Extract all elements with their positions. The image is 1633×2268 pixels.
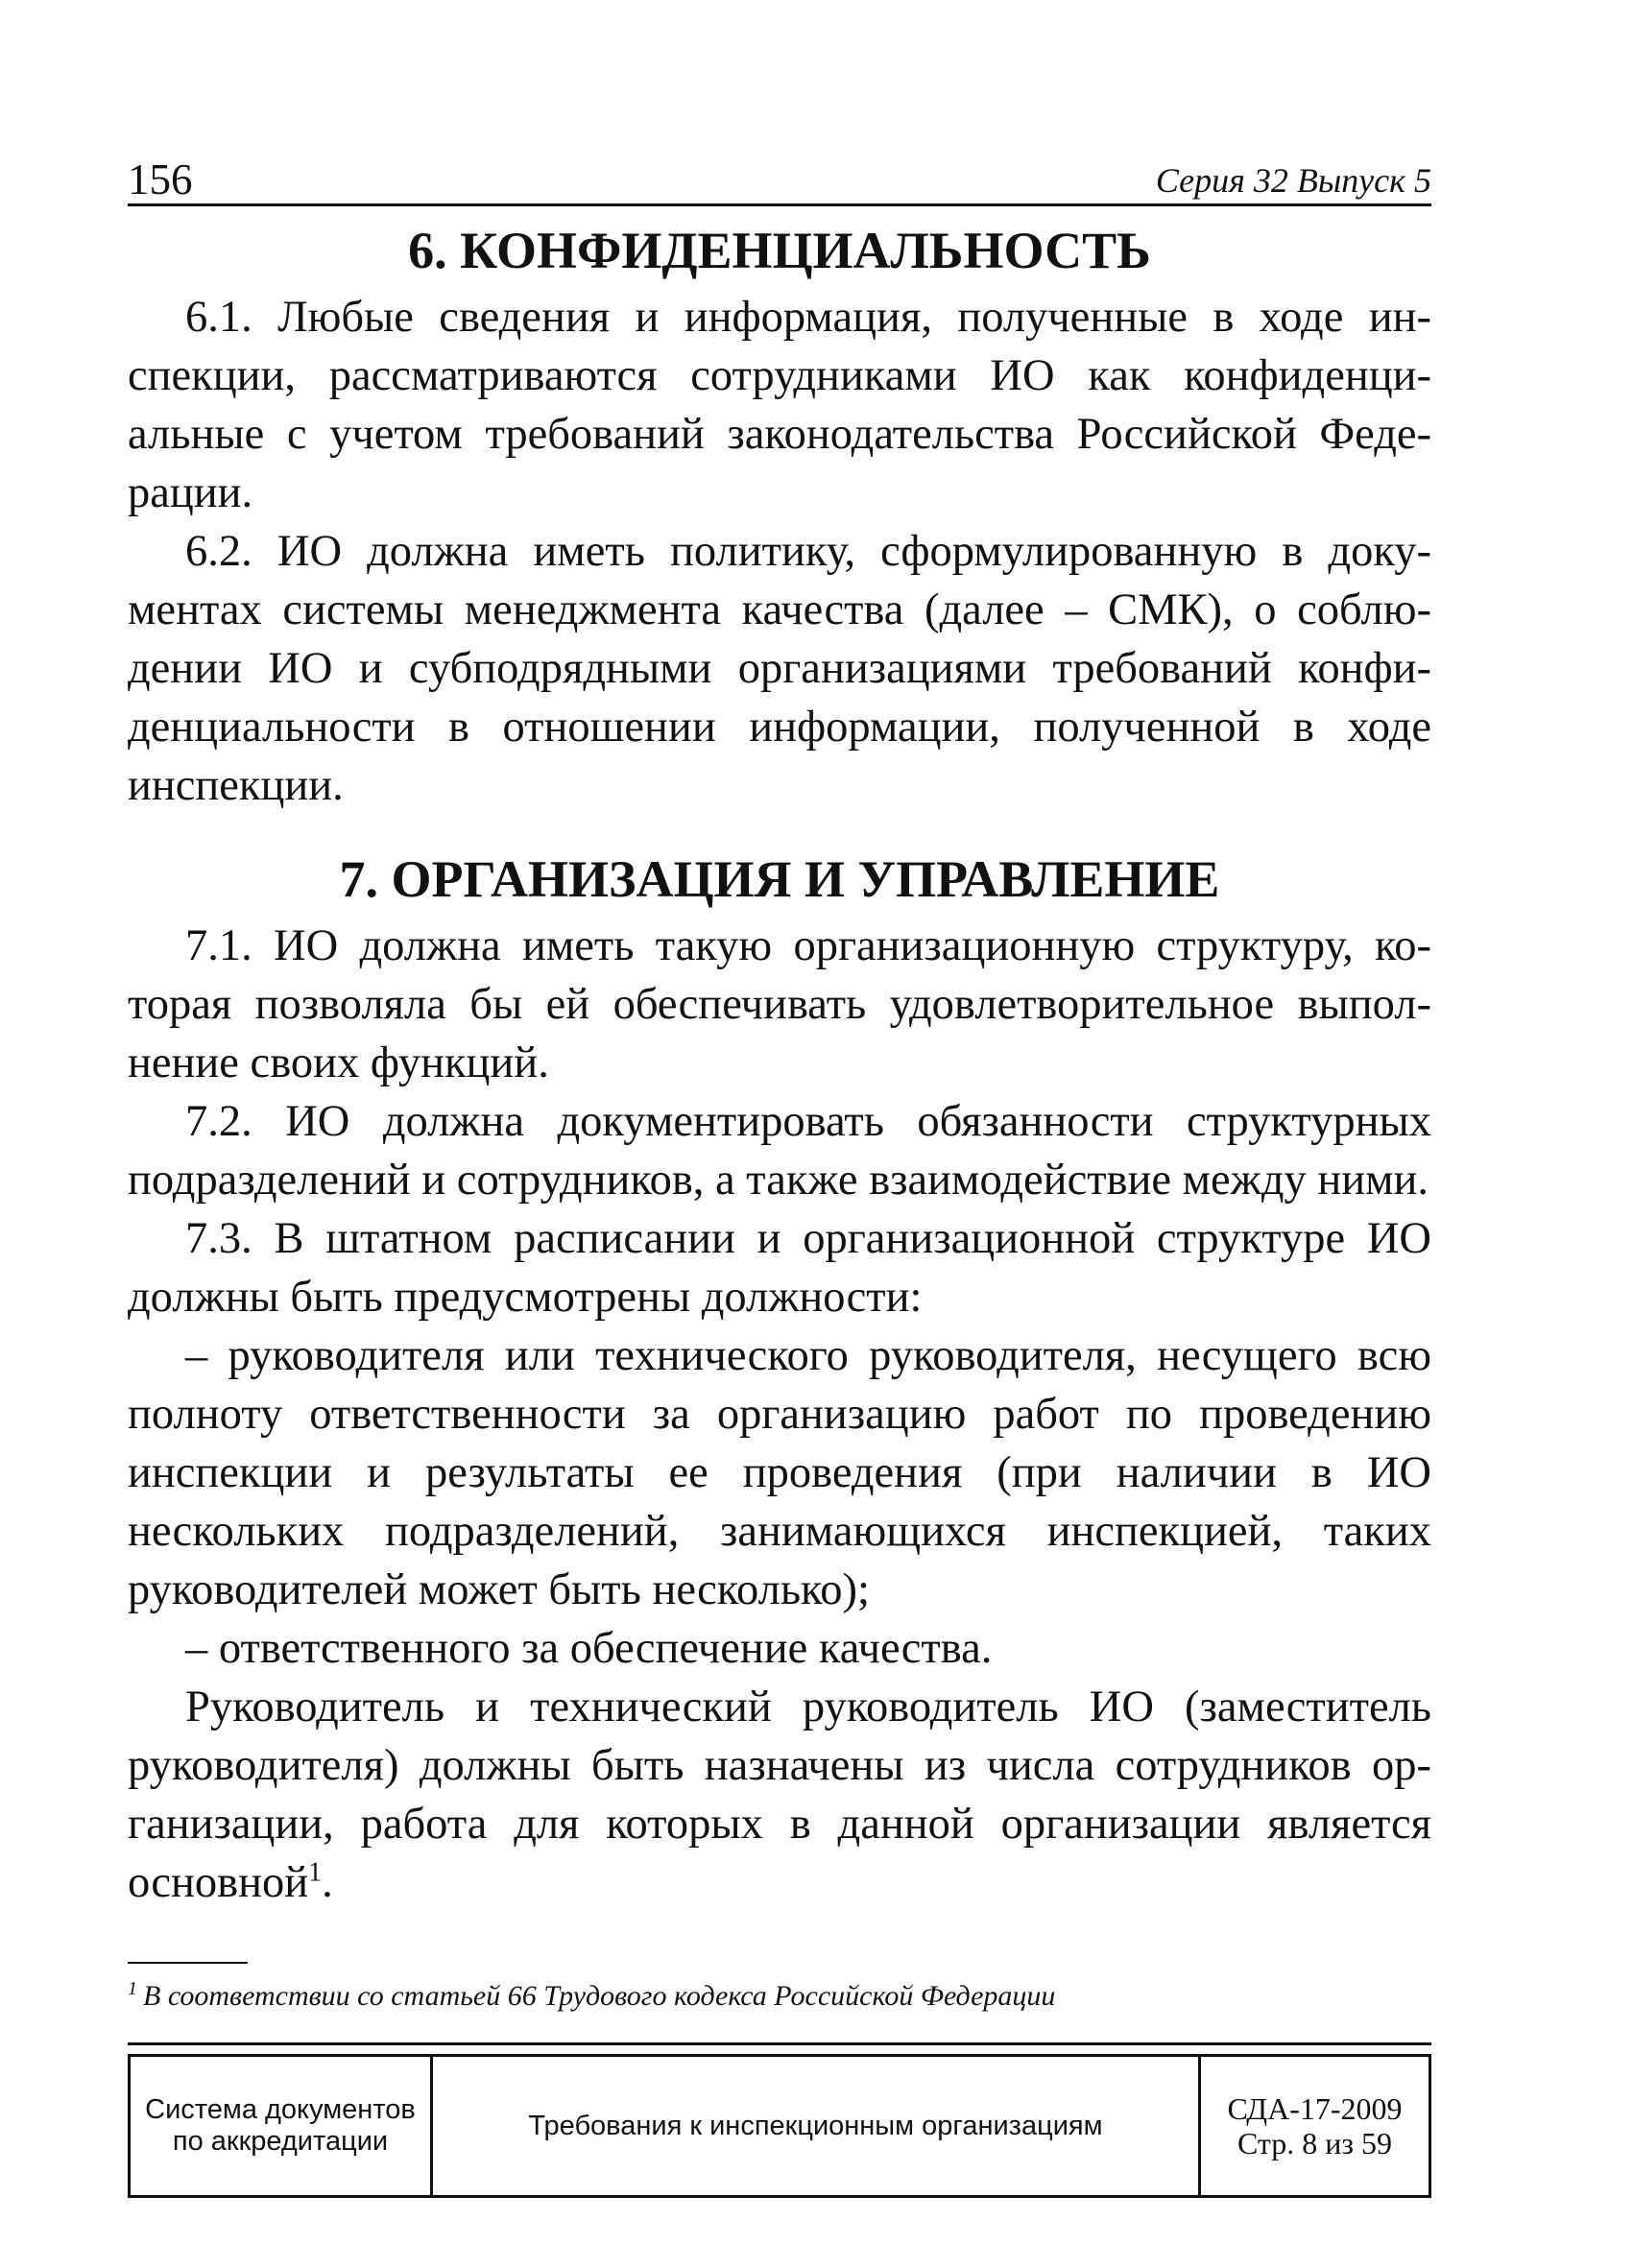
footnote — [128, 1977, 1431, 2016]
footer-title-cell — [433, 2057, 1201, 2195]
paragraph-7-3: 7.3. В штатном расписании и организационной структуре ИО должны быть предусмотрены должности: — [128, 1214, 1431, 1322]
list-item-quality: – ответственного за обеспечение качества. — [185, 1624, 993, 1673]
footnote-text: В соответствии со статьей 66 Трудового кодекса Российской Федерации — [143, 1980, 1056, 2012]
footer-system-line1: Система документов — [145, 2094, 416, 2125]
footnote-mark: 1 — [128, 1978, 137, 1999]
footer-divider — [128, 2042, 1431, 2045]
footer-title: Требования к инспекционным организациям — [528, 2110, 1103, 2141]
footer-system-cell — [131, 2057, 433, 2195]
paragraph-7-2: 7.2. ИО должна документировать обязанности структурных подразделений и сотрудников, а также взаимодействие между ними. — [128, 1097, 1431, 1205]
paragraph-6-2: 6.2. ИО должна иметь политику, сформулированную в документах системы менеджмента качества (далее – СМК), о соблюдении ИО и субподрядными организациями требований конфиденциальности в отношении информации, полученной в ходе инспекции. — [128, 527, 1431, 810]
paragraph-managers-text: Руководитель и технический руководитель ИО (заместитель руководителя) должны быть назначены из числа сотрудников организации, работа для которых в данной организации является основной — [128, 1683, 1431, 1907]
page-content — [128, 213, 1431, 1912]
paragraph-7-1: 7.1. ИО должна иметь такую организационную структуру, которая позволяла бы ей обеспечивать удовлетворительное выполнение своих функций. — [128, 921, 1431, 1087]
series-label: Серия 32 Выпуск 5 — [1155, 161, 1431, 200]
paragraph-managers — [128, 1678, 1431, 1912]
section-7-title: 7. ОРГАНИЗАЦИЯ И УПРАВЛЕНИЕ — [339, 850, 1220, 908]
footer-code-cell — [1201, 2057, 1429, 2195]
footer-page-info: Стр. 8 из 59 — [1237, 2126, 1393, 2161]
footer-table — [128, 2054, 1431, 2198]
footnote-divider — [128, 1962, 248, 1964]
page-header — [128, 144, 1431, 206]
section-6-title: 6. КОНФИДЕНЦИАЛЬНОСТЬ — [408, 222, 1151, 279]
footnote-reference[interactable]: 1 — [308, 1857, 323, 1888]
footer-system-line2: по аккредитации — [172, 2126, 389, 2157]
paragraph-managers-end: . — [322, 1858, 333, 1907]
list-item-head: – руководителя или технического руководителя, несущего всю полноту ответственности за организацию работ по проведению инспекции и результаты ее проведения (при наличии в ИО нескольких подразделений, занимающихся инспекцией, таких руководителей может быть несколько); — [128, 1331, 1431, 1614]
paragraph-6-1: 6.1. Любые сведения и информация, полученные в ходе инспекции, рассматриваются сотрудниками ИО как конфиденциальные с учетом требований законодательства Российской Федерации. — [128, 293, 1431, 517]
footer-document-code: СДА-17-2009 — [1227, 2091, 1403, 2126]
page-number: 156 — [128, 155, 193, 203]
